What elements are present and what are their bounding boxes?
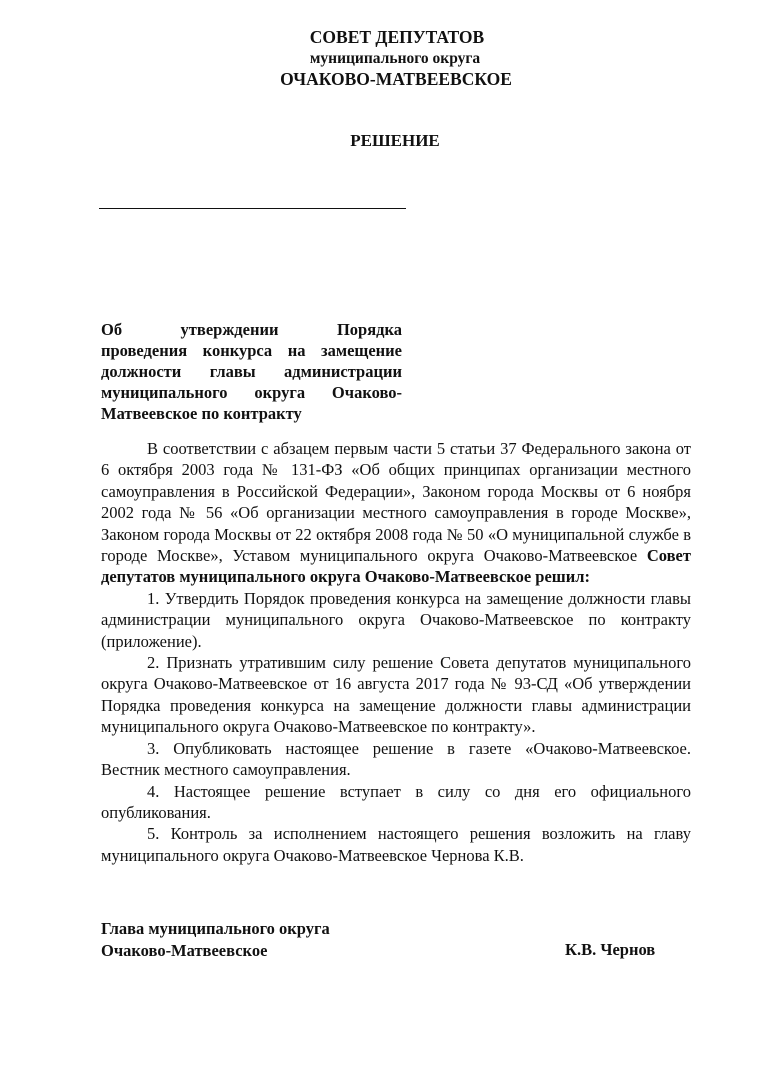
decision-item-1: 1. Утвердить Порядок проведения конкурса на замещение должности главы администрации муниципального округа Очаково-Матвеевское по контракту (приложение). (101, 588, 691, 651)
signatory-name: К.В. Чернов (565, 940, 656, 959)
decision-body (101, 438, 691, 866)
council-subtitle: муниципального округа (309, 50, 481, 67)
preamble-text: В соответствии с абзацем первым части 5 статьи 37 Федерального закона от 6 октября 2003 года № 131-ФЗ «Об общих принципах организации местного самоуправления в Российской Федерации», Законом города Москвы от 6 ноября 2002 года № 56 «Об организации местного самоуправления в городе Москве», Законом города Москвы от 22 октября 2008 года № 50 «О муниципальной службе в городе Москве», Уставом муниципального округа Очаково-Матвеевское (101, 439, 691, 566)
subject-line: должности главы администрации (101, 362, 402, 381)
subject-line: муниципального округа Очаково- (101, 383, 402, 402)
subject-line: Об утверждении Порядка (101, 320, 402, 339)
date-blank-line (99, 208, 406, 209)
district-name: ОЧАКОВО-МАТВЕЕВСКОЕ (280, 69, 512, 89)
decision-statement: Совет депутатов муниципального округа Очаково-Матвеевское решил: (101, 546, 691, 587)
subject-line: Матвеевское по контракту (101, 404, 302, 423)
decision-item-2: 2. Признать утратившим силу решение Совета депутатов муниципального округа Очаково-Матвеевское от 16 августа 2017 года № 93-СД «Об утверждении Порядка проведения конкурса на замещение должности главы администрации муниципального округа Очаково-Матвеевское по контракту». (101, 653, 691, 737)
document-type: РЕШЕНИЕ (350, 131, 440, 150)
signature-district: Очаково-Матвеевское (101, 941, 268, 960)
council-title: СОВЕТ ДЕПУТАТОВ (309, 27, 485, 47)
decision-item-5: 5. Контроль за исполнением настоящего решения возложить на главу муниципального округа Очаково-Матвеевское Чернова К.В. (101, 824, 691, 865)
decision-subject (101, 319, 402, 424)
decision-item-3: 3. Опубликовать настоящее решение в газете «Очаково-Матвеевское. Вестник местного самоуправления. (101, 738, 691, 780)
signature-title: Глава муниципального округа (101, 919, 330, 938)
preamble-paragraph (101, 438, 691, 588)
decision-item-4: 4. Настоящее решение вступает в силу со дня его официального опубликования. (101, 781, 691, 822)
subject-line: проведения конкурса на замещение (101, 341, 402, 360)
